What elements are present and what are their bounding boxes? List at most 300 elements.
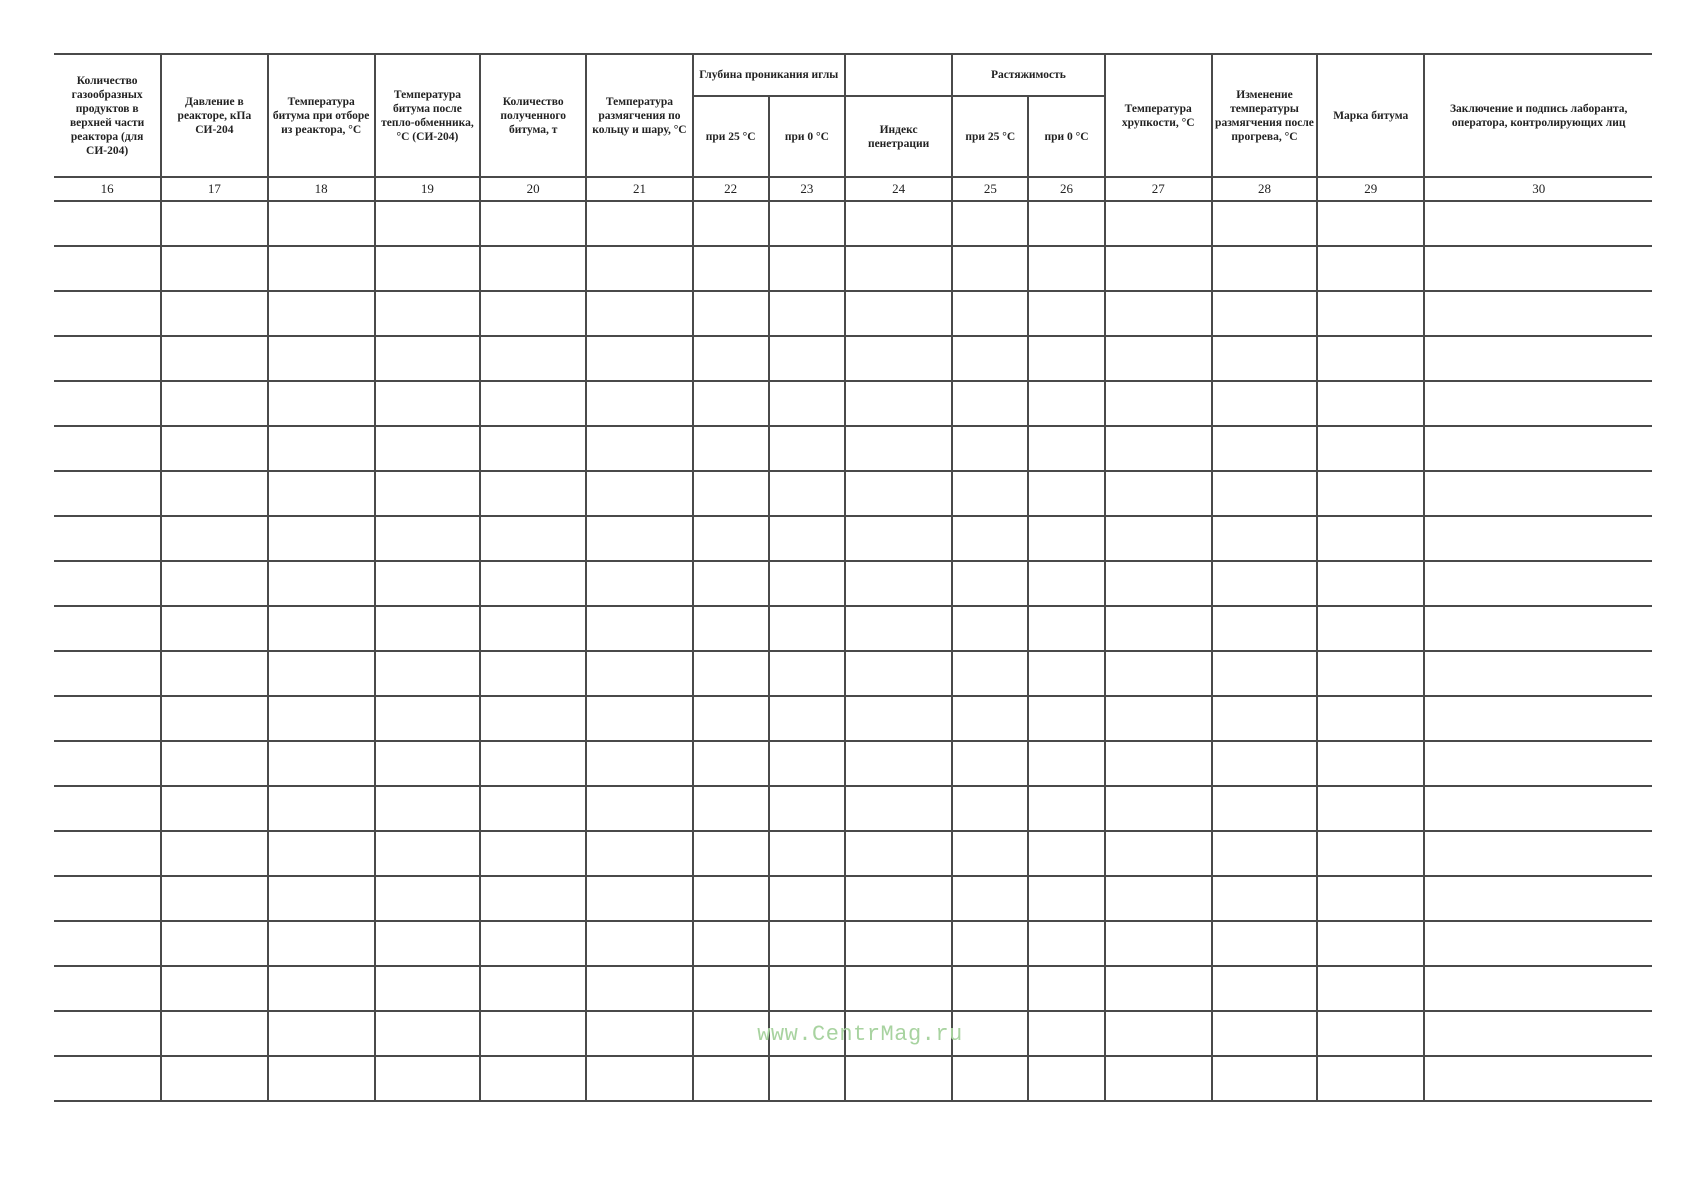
table-cell[interactable] [161,831,267,876]
table-cell[interactable] [1317,336,1424,381]
table-cell[interactable] [375,921,480,966]
table-cell[interactable] [952,786,1028,831]
table-cell[interactable] [1317,1056,1424,1101]
table-cell[interactable] [375,876,480,921]
table-cell[interactable] [952,561,1028,606]
table-cell[interactable] [586,336,692,381]
table-cell[interactable] [1317,831,1424,876]
table-cell[interactable] [1105,246,1212,291]
table-cell[interactable] [1317,876,1424,921]
table-cell[interactable] [1317,561,1424,606]
table-cell[interactable] [1105,651,1212,696]
table-cell[interactable] [161,516,267,561]
table-cell[interactable] [1317,696,1424,741]
table-cell[interactable] [480,471,586,516]
table-cell[interactable] [161,966,267,1011]
table-cell[interactable] [1105,966,1212,1011]
table-cell[interactable] [769,381,845,426]
table-cell[interactable] [268,606,375,651]
table-cell[interactable] [693,696,769,741]
table-cell[interactable] [952,696,1028,741]
table-cell[interactable] [375,786,480,831]
table-cell[interactable] [952,876,1028,921]
table-cell[interactable] [1317,426,1424,471]
table-cell[interactable] [769,336,845,381]
table-cell[interactable] [769,966,845,1011]
table-cell[interactable] [54,741,161,786]
table-cell[interactable] [769,471,845,516]
table-cell[interactable] [480,876,586,921]
table-cell[interactable] [586,786,692,831]
table-cell[interactable] [845,921,952,966]
table-cell[interactable] [480,561,586,606]
table-cell[interactable] [1028,246,1104,291]
table-cell[interactable] [480,921,586,966]
table-cell[interactable] [161,921,267,966]
table-cell[interactable] [586,876,692,921]
table-cell[interactable] [1424,201,1652,246]
table-cell[interactable] [845,561,952,606]
table-cell[interactable] [161,696,267,741]
table-cell[interactable] [1424,426,1652,471]
table-cell[interactable] [1424,516,1652,561]
table-cell[interactable] [693,516,769,561]
table-cell[interactable] [375,516,480,561]
table-cell[interactable] [1317,966,1424,1011]
table-cell[interactable] [952,381,1028,426]
table-cell[interactable] [54,831,161,876]
table-cell[interactable] [54,201,161,246]
table-cell[interactable] [769,831,845,876]
table-cell[interactable] [54,1011,161,1056]
table-cell[interactable] [1212,921,1317,966]
table-cell[interactable] [1212,1056,1317,1101]
table-cell[interactable] [480,516,586,561]
table-cell[interactable] [693,1056,769,1101]
table-cell[interactable] [693,426,769,471]
table-cell[interactable] [161,561,267,606]
table-cell[interactable] [161,1011,267,1056]
table-cell[interactable] [1317,516,1424,561]
table-cell[interactable] [54,516,161,561]
table-cell[interactable] [161,336,267,381]
table-cell[interactable] [268,696,375,741]
table-cell[interactable] [480,1011,586,1056]
table-cell[interactable] [586,561,692,606]
table-cell[interactable] [1028,876,1104,921]
table-cell[interactable] [845,876,952,921]
table-cell[interactable] [161,786,267,831]
table-cell[interactable] [769,291,845,336]
table-cell[interactable] [1317,471,1424,516]
table-cell[interactable] [1105,426,1212,471]
table-cell[interactable] [1212,381,1317,426]
table-cell[interactable] [693,741,769,786]
table-cell[interactable] [769,651,845,696]
table-cell[interactable] [769,696,845,741]
table-cell[interactable] [1105,381,1212,426]
table-cell[interactable] [845,291,952,336]
table-cell[interactable] [54,786,161,831]
table-cell[interactable] [1212,561,1317,606]
table-cell[interactable] [1424,606,1652,651]
table-cell[interactable] [586,741,692,786]
table-cell[interactable] [1212,966,1317,1011]
table-cell[interactable] [952,966,1028,1011]
table-cell[interactable] [769,561,845,606]
table-cell[interactable] [161,246,267,291]
table-cell[interactable] [845,786,952,831]
table-cell[interactable] [1105,696,1212,741]
table-cell[interactable] [161,741,267,786]
table-cell[interactable] [480,291,586,336]
table-cell[interactable] [769,741,845,786]
table-cell[interactable] [375,561,480,606]
table-cell[interactable] [845,516,952,561]
table-cell[interactable] [845,831,952,876]
table-cell[interactable] [952,1011,1028,1056]
table-cell[interactable] [1028,381,1104,426]
table-cell[interactable] [480,606,586,651]
table-cell[interactable] [1028,291,1104,336]
table-cell[interactable] [161,651,267,696]
table-cell[interactable] [375,471,480,516]
table-cell[interactable] [1424,921,1652,966]
table-cell[interactable] [952,471,1028,516]
table-cell[interactable] [54,606,161,651]
table-cell[interactable] [586,471,692,516]
table-cell[interactable] [1317,786,1424,831]
table-cell[interactable] [952,336,1028,381]
table-cell[interactable] [1424,966,1652,1011]
table-cell[interactable] [1424,561,1652,606]
table-cell[interactable] [1212,1011,1317,1056]
table-cell[interactable] [268,831,375,876]
table-cell[interactable] [1424,831,1652,876]
table-cell[interactable] [769,921,845,966]
table-cell[interactable] [161,201,267,246]
table-cell[interactable] [268,426,375,471]
table-cell[interactable] [375,246,480,291]
table-cell[interactable] [693,1011,769,1056]
table-cell[interactable] [1424,786,1652,831]
table-cell[interactable] [1212,876,1317,921]
table-cell[interactable] [480,336,586,381]
table-cell[interactable] [1212,336,1317,381]
table-cell[interactable] [586,426,692,471]
table-cell[interactable] [480,426,586,471]
table-cell[interactable] [845,381,952,426]
table-cell[interactable] [952,1056,1028,1101]
table-cell[interactable] [54,921,161,966]
table-cell[interactable] [54,471,161,516]
table-cell[interactable] [952,291,1028,336]
table-cell[interactable] [375,336,480,381]
table-cell[interactable] [1424,1056,1652,1101]
table-cell[interactable] [845,336,952,381]
table-cell[interactable] [769,201,845,246]
table-cell[interactable] [1424,1011,1652,1056]
table-cell[interactable] [268,876,375,921]
table-cell[interactable] [586,291,692,336]
table-cell[interactable] [1212,471,1317,516]
table-cell[interactable] [1105,561,1212,606]
table-cell[interactable] [268,201,375,246]
table-cell[interactable] [952,201,1028,246]
table-cell[interactable] [1028,1011,1104,1056]
table-cell[interactable] [375,291,480,336]
table-cell[interactable] [375,651,480,696]
table-cell[interactable] [693,831,769,876]
table-cell[interactable] [54,426,161,471]
table-cell[interactable] [1212,246,1317,291]
table-cell[interactable] [769,786,845,831]
table-cell[interactable] [54,966,161,1011]
table-cell[interactable] [1317,246,1424,291]
table-cell[interactable] [693,381,769,426]
table-cell[interactable] [268,561,375,606]
table-cell[interactable] [1317,381,1424,426]
table-cell[interactable] [161,471,267,516]
table-cell[interactable] [1424,741,1652,786]
table-cell[interactable] [1105,291,1212,336]
table-cell[interactable] [480,696,586,741]
table-cell[interactable] [1028,471,1104,516]
table-cell[interactable] [268,381,375,426]
table-cell[interactable] [375,201,480,246]
table-cell[interactable] [693,201,769,246]
table-cell[interactable] [1028,201,1104,246]
table-cell[interactable] [586,381,692,426]
table-cell[interactable] [769,876,845,921]
table-cell[interactable] [1105,741,1212,786]
table-cell[interactable] [1105,516,1212,561]
table-cell[interactable] [952,246,1028,291]
table-cell[interactable] [1424,471,1652,516]
table-cell[interactable] [1028,696,1104,741]
table-cell[interactable] [769,246,845,291]
table-cell[interactable] [693,966,769,1011]
table-cell[interactable] [1317,606,1424,651]
table-cell[interactable] [268,966,375,1011]
table-cell[interactable] [1212,606,1317,651]
table-cell[interactable] [1317,651,1424,696]
table-cell[interactable] [845,1011,952,1056]
table-cell[interactable] [1424,696,1652,741]
table-cell[interactable] [693,336,769,381]
table-cell[interactable] [1212,516,1317,561]
table-cell[interactable] [769,606,845,651]
table-cell[interactable] [268,336,375,381]
table-cell[interactable] [1028,516,1104,561]
table-cell[interactable] [586,606,692,651]
table-cell[interactable] [375,966,480,1011]
table-cell[interactable] [1028,741,1104,786]
table-cell[interactable] [586,246,692,291]
table-cell[interactable] [268,651,375,696]
table-cell[interactable] [586,1056,692,1101]
table-cell[interactable] [161,426,267,471]
table-cell[interactable] [161,381,267,426]
table-cell[interactable] [952,606,1028,651]
table-cell[interactable] [268,786,375,831]
table-cell[interactable] [1424,291,1652,336]
table-cell[interactable] [586,966,692,1011]
table-cell[interactable] [693,291,769,336]
table-cell[interactable] [693,471,769,516]
table-cell[interactable] [1424,246,1652,291]
table-cell[interactable] [845,606,952,651]
table-cell[interactable] [1424,876,1652,921]
table-cell[interactable] [1105,1011,1212,1056]
table-cell[interactable] [1105,336,1212,381]
table-cell[interactable] [952,651,1028,696]
table-cell[interactable] [480,381,586,426]
table-cell[interactable] [845,966,952,1011]
table-cell[interactable] [1105,606,1212,651]
table-cell[interactable] [1028,1056,1104,1101]
table-cell[interactable] [1105,471,1212,516]
table-cell[interactable] [161,291,267,336]
table-cell[interactable] [1028,651,1104,696]
table-cell[interactable] [1317,291,1424,336]
table-cell[interactable] [1028,966,1104,1011]
table-cell[interactable] [1212,696,1317,741]
table-cell[interactable] [54,696,161,741]
table-cell[interactable] [480,201,586,246]
table-cell[interactable] [1105,1056,1212,1101]
table-cell[interactable] [268,246,375,291]
table-cell[interactable] [769,516,845,561]
table-cell[interactable] [54,336,161,381]
table-cell[interactable] [1105,921,1212,966]
table-cell[interactable] [586,201,692,246]
table-cell[interactable] [586,696,692,741]
table-cell[interactable] [54,1056,161,1101]
table-cell[interactable] [375,1011,480,1056]
table-cell[interactable] [693,921,769,966]
table-cell[interactable] [268,516,375,561]
table-cell[interactable] [375,426,480,471]
table-cell[interactable] [693,606,769,651]
table-cell[interactable] [586,1011,692,1056]
table-cell[interactable] [54,561,161,606]
table-cell[interactable] [1424,381,1652,426]
table-cell[interactable] [1028,831,1104,876]
table-cell[interactable] [586,651,692,696]
table-cell[interactable] [268,291,375,336]
table-cell[interactable] [693,786,769,831]
table-cell[interactable] [268,1011,375,1056]
table-cell[interactable] [268,471,375,516]
table-cell[interactable] [268,1056,375,1101]
table-cell[interactable] [1028,921,1104,966]
table-cell[interactable] [1212,291,1317,336]
table-cell[interactable] [480,786,586,831]
table-cell[interactable] [952,831,1028,876]
table-cell[interactable] [769,426,845,471]
table-cell[interactable] [586,831,692,876]
table-cell[interactable] [845,651,952,696]
table-cell[interactable] [268,741,375,786]
table-cell[interactable] [1212,426,1317,471]
table-cell[interactable] [375,1056,480,1101]
table-cell[interactable] [480,966,586,1011]
table-cell[interactable] [769,1011,845,1056]
table-cell[interactable] [1424,651,1652,696]
table-cell[interactable] [375,381,480,426]
table-cell[interactable] [1105,786,1212,831]
table-cell[interactable] [54,246,161,291]
table-cell[interactable] [480,651,586,696]
table-cell[interactable] [769,1056,845,1101]
table-cell[interactable] [1424,336,1652,381]
table-cell[interactable] [952,741,1028,786]
table-cell[interactable] [375,831,480,876]
table-cell[interactable] [268,921,375,966]
table-cell[interactable] [693,246,769,291]
table-cell[interactable] [1105,831,1212,876]
table-cell[interactable] [693,561,769,606]
table-cell[interactable] [1028,606,1104,651]
table-cell[interactable] [845,426,952,471]
table-cell[interactable] [1317,741,1424,786]
table-cell[interactable] [1212,651,1317,696]
table-cell[interactable] [1317,201,1424,246]
table-cell[interactable] [54,381,161,426]
table-cell[interactable] [1212,741,1317,786]
table-cell[interactable] [54,876,161,921]
table-cell[interactable] [1212,786,1317,831]
table-cell[interactable] [375,741,480,786]
table-cell[interactable] [480,741,586,786]
table-cell[interactable] [161,876,267,921]
table-cell[interactable] [1105,201,1212,246]
table-cell[interactable] [1317,1011,1424,1056]
table-cell[interactable] [1212,201,1317,246]
table-cell[interactable] [845,201,952,246]
table-cell[interactable] [952,921,1028,966]
table-cell[interactable] [1105,876,1212,921]
table-cell[interactable] [1028,561,1104,606]
table-cell[interactable] [845,1056,952,1101]
table-cell[interactable] [693,651,769,696]
table-cell[interactable] [480,1056,586,1101]
table-cell[interactable] [1317,921,1424,966]
table-cell[interactable] [845,471,952,516]
table-cell[interactable] [1212,831,1317,876]
table-cell[interactable] [54,291,161,336]
table-cell[interactable] [375,606,480,651]
table-cell[interactable] [1028,426,1104,471]
table-cell[interactable] [586,516,692,561]
table-cell[interactable] [480,831,586,876]
table-cell[interactable] [161,606,267,651]
table-cell[interactable] [586,921,692,966]
table-cell[interactable] [480,246,586,291]
table-cell[interactable] [952,516,1028,561]
table-cell[interactable] [1028,786,1104,831]
table-cell[interactable] [845,696,952,741]
table-cell[interactable] [54,651,161,696]
table-cell[interactable] [693,876,769,921]
table-cell[interactable] [161,1056,267,1101]
table-cell[interactable] [1028,336,1104,381]
table-cell[interactable] [845,741,952,786]
table-cell[interactable] [845,246,952,291]
table-cell[interactable] [375,696,480,741]
table-cell[interactable] [952,426,1028,471]
